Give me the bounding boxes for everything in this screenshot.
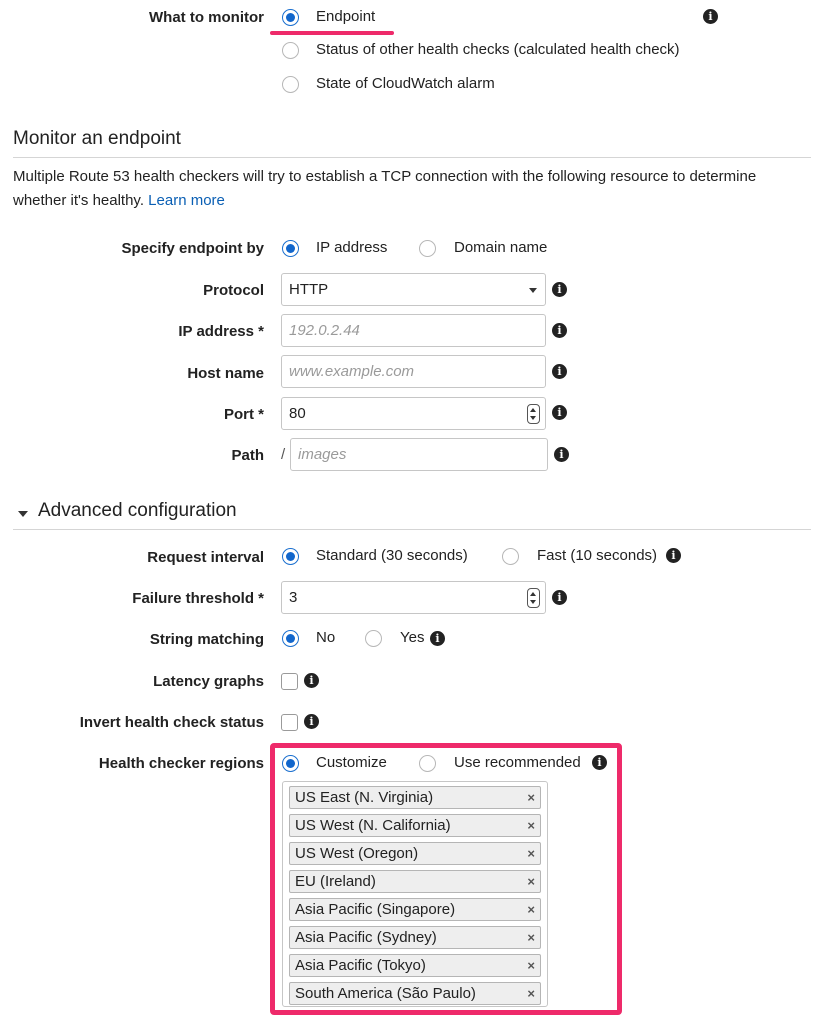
radio-cloudwatch-alarm[interactable] (282, 76, 299, 93)
collapse-triangle-icon[interactable] (18, 511, 28, 517)
failure-threshold-info-icon[interactable]: i (552, 590, 567, 605)
protocol-label: Protocol (203, 282, 264, 299)
ip-address-info-icon[interactable]: i (552, 323, 567, 338)
remove-icon[interactable]: × (527, 930, 535, 945)
stepper-icon[interactable] (527, 404, 540, 424)
region-tag-label: Asia Pacific (Tokyo) (295, 957, 426, 974)
radio-string-matching-yes-label[interactable]: Yes (400, 629, 425, 646)
remove-icon[interactable]: × (527, 874, 535, 889)
radio-ip-address-label[interactable]: IP address (316, 239, 388, 256)
remove-icon[interactable]: × (527, 818, 535, 833)
host-name-info-icon[interactable]: i (552, 364, 567, 379)
regions-highlight-box (270, 743, 622, 1015)
section-divider (13, 157, 811, 158)
port-info-icon[interactable]: i (552, 405, 567, 420)
request-interval-label: Request interval (147, 549, 264, 566)
path-input[interactable]: images (290, 438, 548, 471)
remove-icon[interactable]: × (527, 958, 535, 973)
radio-fast-interval-label[interactable]: Fast (10 seconds) (537, 547, 658, 564)
learn-more-link[interactable]: Learn more (148, 192, 225, 209)
region-tag-label: US West (Oregon) (295, 845, 419, 862)
radio-string-matching-no[interactable] (282, 630, 299, 647)
latency-graphs-label: Latency graphs (153, 673, 264, 690)
health-checker-regions-label: Health checker regions (98, 755, 264, 772)
advanced-configuration-title[interactable]: Advanced configuration (38, 500, 237, 521)
port-label: Port * (223, 406, 264, 423)
advanced-divider (13, 529, 811, 530)
host-name-input[interactable]: www.example.com (281, 355, 546, 388)
monitor-endpoint-title: Monitor an endpoint (13, 128, 181, 149)
region-tag-label: EU (Ireland) (295, 873, 376, 890)
remove-icon[interactable]: × (527, 902, 535, 917)
radio-calculated-health-check-label[interactable]: Status of other health checks (calculated health check) (316, 41, 680, 58)
failure-threshold-label: Failure threshold * (132, 590, 264, 607)
radio-customize-regions-label[interactable]: Customize (316, 754, 387, 771)
failure-threshold-value: 3 (289, 589, 298, 606)
ip-address-label: IP address * (178, 323, 264, 340)
path-info-icon[interactable]: i (554, 447, 569, 462)
radio-domain-name-label[interactable]: Domain name (454, 239, 548, 256)
radio-use-recommended-label[interactable]: Use recommended (454, 754, 581, 771)
ip-address-input[interactable]: 192.0.2.44 (281, 314, 546, 347)
invert-status-label: Invert health check status (79, 714, 264, 731)
host-name-label: Host name (187, 365, 264, 382)
path-prefix: / (281, 446, 286, 463)
radio-standard-interval[interactable] (282, 548, 299, 565)
region-tag-label: US West (N. California) (295, 817, 451, 834)
remove-icon[interactable]: × (527, 846, 535, 861)
failure-threshold-input[interactable] (281, 581, 546, 614)
endpoint-description-text: Multiple Route 53 health checkers will try to establish a TCP connection with the following resource to determine whether it's healthy. (13, 168, 757, 209)
radio-cloudwatch-alarm-label[interactable]: State of CloudWatch alarm (316, 75, 495, 92)
radio-domain-name[interactable] (419, 240, 436, 257)
monitor-info-icon[interactable]: i (703, 9, 718, 24)
region-tag-label: US East (N. Virginia) (295, 789, 434, 806)
endpoint-highlight-underline (270, 31, 394, 35)
region-tag-label: South America (São Paulo) (295, 985, 476, 1002)
region-tag-label: Asia Pacific (Singapore) (295, 901, 456, 918)
radio-endpoint[interactable] (282, 9, 299, 26)
protocol-info-icon[interactable]: i (552, 282, 567, 297)
radio-string-matching-no-label[interactable]: No (316, 629, 336, 646)
radio-endpoint-label[interactable]: Endpoint (316, 8, 376, 25)
radio-calculated-health-check[interactable] (282, 42, 299, 59)
port-input[interactable] (281, 397, 546, 430)
region-tag-label: Asia Pacific (Sydney) (295, 929, 437, 946)
radio-ip-address[interactable] (282, 240, 299, 257)
latency-graphs-checkbox[interactable] (281, 673, 298, 690)
remove-icon[interactable]: × (527, 986, 535, 1001)
radio-string-matching-yes[interactable] (365, 630, 382, 647)
string-matching-label: String matching (149, 631, 264, 648)
invert-status-checkbox[interactable] (281, 714, 298, 731)
chevron-down-icon (529, 288, 537, 293)
radio-standard-interval-label[interactable]: Standard (30 seconds) (316, 547, 468, 564)
string-matching-info-icon[interactable]: i (430, 631, 445, 646)
radio-fast-interval[interactable] (502, 548, 519, 565)
endpoint-description (13, 165, 808, 213)
stepper-icon[interactable] (527, 588, 540, 608)
protocol-value: HTTP (289, 281, 329, 298)
what-to-monitor-label: What to monitor (149, 9, 264, 26)
request-interval-info-icon[interactable]: i (666, 548, 681, 563)
path-label: Path (231, 447, 264, 464)
specify-endpoint-label: Specify endpoint by (121, 240, 264, 257)
regions-info-icon[interactable]: i (592, 755, 607, 770)
latency-graphs-info-icon[interactable]: i (304, 673, 319, 688)
protocol-select[interactable] (281, 273, 546, 306)
invert-status-info-icon[interactable]: i (304, 714, 319, 729)
remove-icon[interactable]: × (527, 790, 535, 805)
port-value: 80 (289, 405, 306, 422)
